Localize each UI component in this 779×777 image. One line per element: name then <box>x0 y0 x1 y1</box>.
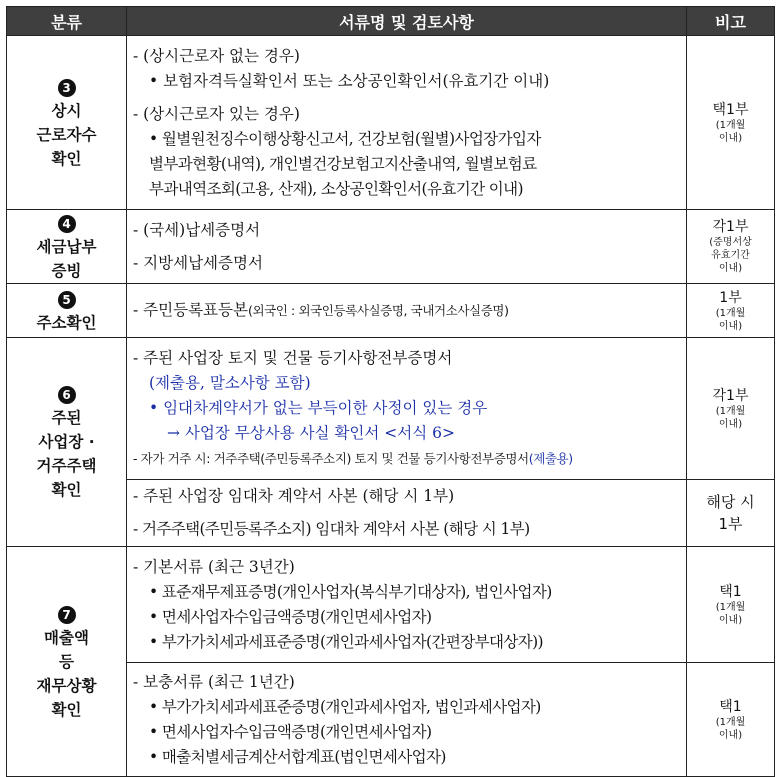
number-badge: 3 <box>58 79 76 97</box>
doc-line: (제출용, 말소사항 포함) <box>149 374 311 392</box>
row-sales <box>7 547 775 663</box>
category-cell <box>7 338 127 547</box>
row-tax-payment <box>7 210 775 284</box>
doc-line: 별부과현황(내역), 개인별건강보험고지산출내역, 월별보험료 <box>149 154 537 173</box>
category-cell <box>7 547 127 777</box>
note-cell <box>687 210 775 284</box>
doc-line: - 자가 거주 시: 거주주택(주민등록주소지) 토지 및 건물 등기사항전부증명서 <box>133 451 529 466</box>
note-sub: 이내) <box>718 263 743 274</box>
doc-line: - (상시근로자 없는 경우) <box>133 46 300 65</box>
number-badge: 4 <box>58 215 76 233</box>
category-label: 거주주택 <box>36 457 97 475</box>
doc-line: - (국세)납세증명서 <box>133 220 261 239</box>
note-sub: 이내) <box>718 320 743 332</box>
category-label: 등 <box>59 652 74 671</box>
note-sub: (1개월 <box>715 716 746 728</box>
note-label: 택1 <box>719 698 742 715</box>
number-badge: 5 <box>58 291 76 309</box>
doc-line: - 주민등록표등본 <box>133 301 248 319</box>
doc-line: • 임대차계약서가 없는 부득이한 사정이 있는 경우 <box>149 399 488 417</box>
note-sub: 이내) <box>718 418 743 430</box>
note-label: 1부 <box>718 515 743 533</box>
doc-line: - 주된 사업장 토지 및 건물 등기사항전부증명서 <box>133 349 453 367</box>
note-cell <box>687 338 775 480</box>
note-sub: 이내) <box>718 132 743 144</box>
category-cell <box>7 36 127 210</box>
note-sub: (1개월 <box>715 119 746 131</box>
number-badge: 7 <box>58 606 76 624</box>
doc-line: - 기본서류 (최근 3년간) <box>133 557 295 576</box>
doc-line: • 면세사업자수입금액증명(개인면세사업자) <box>149 722 432 741</box>
note-label: 1부 <box>719 289 742 306</box>
note-sub: 이내) <box>718 729 743 741</box>
category-label: 상시 <box>51 101 82 120</box>
row-business-site <box>7 338 775 480</box>
doc-line: - 보충서류 (최근 1년간) <box>133 672 295 691</box>
category-cell <box>7 210 127 284</box>
doc-line: • 보험자격득실확인서 또는 소상공인확인서(유효기간 이내) <box>149 71 550 90</box>
note-cell <box>687 547 775 663</box>
note-cell <box>687 284 775 338</box>
category-label: 확인 <box>51 481 82 499</box>
documents-cell <box>127 284 687 338</box>
header-category: 분류 <box>7 7 127 36</box>
doc-line: → 사업장 무상사용 사실 확인서 <서식 6> <box>167 424 456 442</box>
note-sub: (1개월 <box>715 307 746 319</box>
doc-line: - 지방세납세증명서 <box>133 253 263 272</box>
number-badge: 6 <box>58 386 76 404</box>
category-label: 매출액 <box>44 628 89 647</box>
header-note: 비고 <box>687 7 775 36</box>
document-table <box>6 6 775 777</box>
category-label: 주소확인 <box>36 313 97 332</box>
doc-line: - 주된 사업장 임대차 계약서 사본 (해당 시 1부) <box>133 487 455 505</box>
header-row <box>7 7 775 36</box>
note-cell <box>687 36 775 210</box>
note-label: 택1부 <box>712 101 749 118</box>
doc-line: • 표준재무제표증명(개인사업자(복식부기대상자), 법인사업자) <box>149 582 552 601</box>
category-label: 사업장 · <box>38 433 95 451</box>
documents-cell <box>127 338 687 480</box>
category-label: 증빙 <box>51 261 82 280</box>
header-documents: 서류명 및 검토사항 <box>127 7 687 36</box>
note-cell <box>687 480 775 547</box>
doc-line: • 부가가치세과세표준증명(개인과세사업자(간편장부대상자)) <box>149 632 543 651</box>
doc-line: 부과내역조회(고용, 산재), 소상공인확인서(유효기간 이내) <box>149 179 524 198</box>
doc-line: • 매출처별세금계산서합계표(법인면세사업자) <box>149 747 446 766</box>
note-sub: (증명서상 <box>709 237 752 248</box>
note-sub: 이내) <box>718 614 743 626</box>
note-label: 해당 시 <box>706 493 755 511</box>
documents-cell <box>127 663 687 777</box>
note-sub: 유효기간 <box>711 250 750 261</box>
category-label: 근로자수 <box>36 125 97 144</box>
doc-line: • 부가가치세과세표준증명(개인과세사업자, 법인과세사업자) <box>149 697 541 716</box>
row-employee-count <box>7 36 775 210</box>
category-label: 세금납부 <box>36 237 97 256</box>
note-cell <box>687 663 775 777</box>
category-label: 재무상황 <box>36 676 97 695</box>
category-cell <box>7 284 127 338</box>
doc-line-detail: (외국인 : 외국인등록사실증명, 국내거소사실증명) <box>247 303 509 318</box>
category-label: 주된 <box>51 409 82 427</box>
category-label: 확인 <box>51 149 82 168</box>
doc-line: • 월별원천징수이행상황신고서, 건강보험(월별)사업장가입자 <box>149 129 541 148</box>
doc-line-detail: (제출용) <box>528 451 573 466</box>
note-sub: (1개월 <box>715 405 746 417</box>
doc-line: - (상시근로자 있는 경우) <box>133 104 300 123</box>
note-label: 택1 <box>719 583 742 600</box>
documents-cell <box>127 547 687 663</box>
category-label: 확인 <box>51 700 82 719</box>
documents-cell <box>127 480 687 547</box>
doc-line: - 거주주택(주민등록주소지) 임대차 계약서 사본 (해당 시 1부) <box>133 520 530 538</box>
documents-cell <box>127 210 687 284</box>
doc-line: • 면세사업자수입금액증명(개인면세사업자) <box>149 607 432 626</box>
row-address <box>7 284 775 338</box>
documents-cell <box>127 36 687 210</box>
note-sub: (1개월 <box>715 601 746 613</box>
note-label: 각1부 <box>712 387 749 404</box>
note-label: 각1부 <box>712 219 749 235</box>
